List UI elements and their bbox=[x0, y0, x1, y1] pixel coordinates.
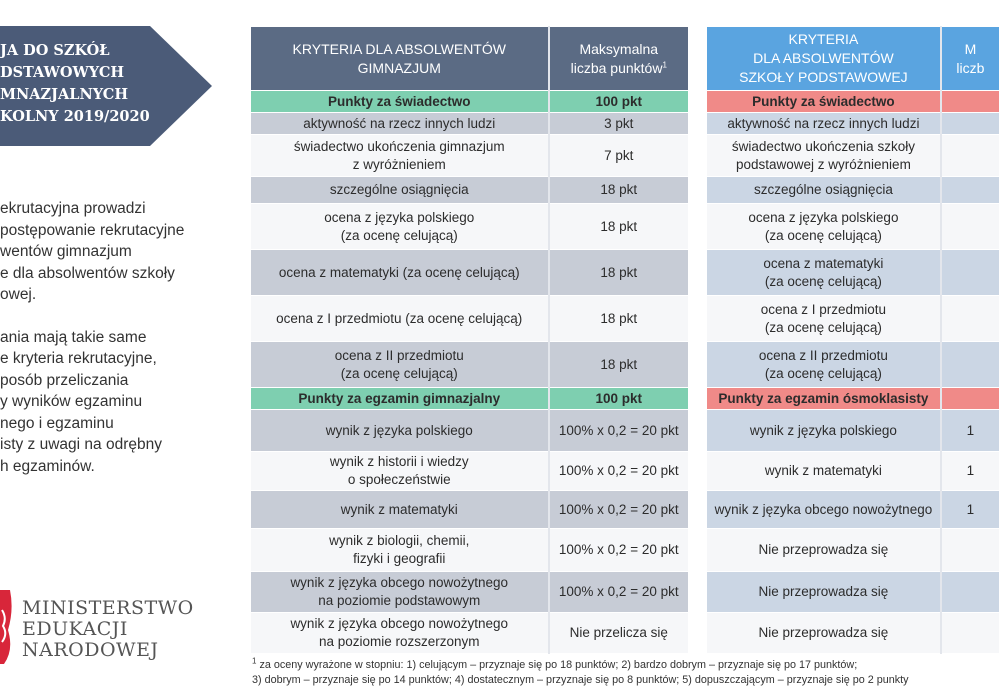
criterion-line: na poziomie podstawowym bbox=[318, 593, 481, 608]
criterion-line: Punkty za egzamin gimnazjalny bbox=[298, 390, 501, 406]
criterion-line: ocena z języka polskiego bbox=[324, 209, 475, 225]
header-line: Maksymalna bbox=[579, 40, 659, 57]
table-row bbox=[251, 177, 689, 204]
points-cell: Nie przelicza się bbox=[549, 613, 689, 654]
table-row bbox=[707, 613, 1000, 654]
criterion-line: na poziomie rozszerzonym bbox=[318, 634, 480, 649]
ministry-logo bbox=[0, 588, 200, 668]
header-line: liczb bbox=[956, 59, 985, 76]
text-line: owej. bbox=[0, 286, 37, 303]
table-row bbox=[251, 135, 689, 177]
footnote-line-1 bbox=[252, 658, 1000, 673]
header-criteria bbox=[251, 27, 549, 91]
points-cell: 1 bbox=[941, 452, 1000, 491]
header-criteria bbox=[707, 27, 941, 91]
table-row bbox=[707, 296, 1000, 342]
points-cell: 18 pkt bbox=[549, 296, 689, 342]
header-line: GIMNAZJUM bbox=[357, 59, 441, 76]
criterion-line: wynik z języka obcego nowożytnego bbox=[714, 501, 933, 517]
points-cell bbox=[941, 529, 1000, 572]
criterion-line: Punkty za świadectwo bbox=[327, 93, 471, 109]
points-cell bbox=[941, 342, 1000, 388]
table-row bbox=[707, 113, 1000, 135]
criterion-cell bbox=[251, 204, 549, 250]
criterion-line: wynik z historii i wiedzy bbox=[329, 454, 469, 469]
points-cell bbox=[941, 613, 1000, 654]
banner-line: MNAZJALNYCH bbox=[0, 86, 129, 103]
text-line: wentów gimnazjum bbox=[0, 243, 132, 260]
header-line-with-marker bbox=[554, 59, 685, 78]
points-cell bbox=[941, 177, 1000, 204]
ministry-name bbox=[22, 598, 194, 661]
criterion-line: ocena z II przedmiotu bbox=[758, 347, 888, 363]
text-line: e dla absolwentów szkoły bbox=[0, 264, 175, 282]
criterion-cell bbox=[707, 388, 941, 410]
criterion-cell bbox=[251, 342, 549, 388]
criterion-cell bbox=[251, 135, 549, 177]
criterion-line: ocena z I przedmiotu (za ocenę celującą) bbox=[276, 310, 523, 326]
table-row bbox=[707, 491, 1000, 529]
criterion-cell bbox=[251, 388, 549, 410]
table-row bbox=[251, 250, 689, 296]
criterion-line: aktywność na rzecz innych ludzi bbox=[727, 115, 920, 131]
intro-paragraph-1 bbox=[0, 198, 225, 306]
logo-line: MINISTERSTWO bbox=[22, 597, 194, 619]
criterion-cell bbox=[707, 452, 941, 491]
criterion-line: Nie przeprowadza się bbox=[758, 542, 889, 557]
header-line: M bbox=[964, 40, 977, 57]
points-cell bbox=[941, 572, 1000, 613]
table-row bbox=[251, 529, 689, 572]
criterion-line: wynik z biologii, chemii, bbox=[329, 533, 470, 548]
criterion-line: wynik z matematyki bbox=[340, 501, 458, 517]
criterion-line: ocena z matematyki bbox=[763, 255, 884, 271]
logo-line: EDUKACJI bbox=[22, 618, 128, 640]
criterion-cell bbox=[707, 529, 941, 572]
points-cell: 18 pkt bbox=[549, 177, 689, 204]
criterion-cell bbox=[707, 342, 941, 388]
criterion-line: z wyróżnieniem bbox=[352, 156, 446, 172]
table-row bbox=[707, 572, 1000, 613]
criteria-table-gimnazjum bbox=[250, 26, 689, 654]
points-cell: 100% x 0,2 = 20 pkt bbox=[549, 410, 689, 452]
criterion-cell bbox=[251, 91, 549, 113]
points-cell bbox=[941, 135, 1000, 177]
table-row bbox=[707, 452, 1000, 491]
criterion-cell bbox=[707, 296, 941, 342]
table-row bbox=[251, 452, 689, 491]
criterion-cell bbox=[707, 91, 941, 113]
criterion-cell bbox=[251, 491, 549, 529]
table-row bbox=[251, 204, 689, 250]
criteria-table-podstawowa bbox=[706, 26, 1000, 654]
section-row bbox=[251, 91, 689, 113]
criterion-cell bbox=[707, 204, 941, 250]
table-row bbox=[707, 342, 1000, 388]
footnote bbox=[252, 658, 1000, 688]
banner-line: KOLNY 2019/2020 bbox=[0, 108, 150, 125]
logo-line: NARODOWEJ bbox=[22, 639, 159, 661]
table-row bbox=[707, 135, 1000, 177]
criterion-line: wynik z języka obcego nowożytnego bbox=[290, 616, 509, 631]
criterion-cell bbox=[251, 410, 549, 452]
section-row bbox=[251, 388, 689, 410]
section-row bbox=[707, 388, 1000, 410]
criterion-cell bbox=[707, 572, 941, 613]
table-row bbox=[251, 113, 689, 135]
criterion-line: ocena z II przedmiotu bbox=[334, 347, 464, 363]
table-row bbox=[707, 250, 1000, 296]
criterion-line: ocena z I przedmiotu bbox=[760, 301, 887, 317]
footnote-line-2: 3) dobrym – przyznaje się po 14 punktów; 4) dostatecznym – przyznaje się po 8 punktów; 5) dopuszczającym – przyznaje się po 2 punkty bbox=[252, 674, 909, 686]
points-cell: 1 bbox=[941, 410, 1000, 452]
points-cell bbox=[941, 296, 1000, 342]
points-cell: 100% x 0,2 = 20 pkt bbox=[549, 491, 689, 529]
criterion-line: fizyki i geografii bbox=[353, 551, 446, 566]
criterion-cell bbox=[251, 613, 549, 654]
points-cell: 18 pkt bbox=[549, 204, 689, 250]
criterion-line: szczególne osiągnięcia bbox=[329, 182, 469, 197]
table-row bbox=[251, 613, 689, 654]
table-header-row bbox=[251, 27, 689, 91]
banner-title bbox=[0, 40, 175, 128]
criterion-cell bbox=[251, 177, 549, 204]
text-line: nego i egzaminu bbox=[0, 414, 114, 432]
points-cell bbox=[941, 113, 1000, 135]
header-line: SZKOŁY PODSTAWOWEJ bbox=[739, 69, 908, 85]
points-cell: 100% x 0,2 = 20 pkt bbox=[549, 529, 689, 572]
criterion-line: Nie przeprowadza się bbox=[758, 584, 889, 599]
table-row bbox=[251, 491, 689, 529]
table-row bbox=[707, 177, 1000, 204]
points-cell bbox=[941, 204, 1000, 250]
criterion-cell bbox=[707, 135, 941, 177]
criterion-line: aktywność na rzecz innych ludzi bbox=[303, 115, 496, 131]
points-cell: 100% x 0,2 = 20 pkt bbox=[549, 452, 689, 491]
text-line: isty z uwagi na odrębny bbox=[0, 436, 162, 453]
criterion-line: Punkty za egzamin ósmoklasisty bbox=[718, 390, 929, 406]
criterion-cell bbox=[251, 296, 549, 342]
criterion-line: (za ocenę celującą) bbox=[764, 365, 882, 381]
eagle-emblem-icon bbox=[0, 590, 18, 664]
text-line: h egzaminów. bbox=[0, 457, 95, 475]
criterion-line: szczególne osiągnięcia bbox=[753, 182, 893, 197]
points-cell: 7 pkt bbox=[549, 135, 689, 177]
table-row bbox=[707, 410, 1000, 452]
criterion-cell bbox=[707, 491, 941, 529]
header-max-points bbox=[549, 27, 689, 91]
header-line: KRYTERIA DLA ABSOLWENTÓW bbox=[292, 40, 506, 57]
points-cell: 100 pkt bbox=[549, 91, 689, 113]
header-line: KRYTERIA bbox=[788, 31, 859, 47]
criterion-line: wynik z matematyki bbox=[764, 463, 882, 478]
criterion-cell bbox=[251, 250, 549, 296]
points-cell: 1 bbox=[941, 491, 1000, 529]
criterion-line: (za ocenę celującą) bbox=[340, 365, 458, 381]
points-cell: 18 pkt bbox=[549, 342, 689, 388]
footnote-marker: 1 bbox=[662, 59, 667, 69]
criterion-cell bbox=[251, 113, 549, 135]
banner-line: DSTAWOWYCH bbox=[0, 64, 125, 81]
criterion-line: wynik z języka polskiego bbox=[749, 422, 897, 438]
table-row bbox=[251, 342, 689, 388]
intro-text bbox=[0, 198, 225, 498]
criterion-line: (za ocenę celującą) bbox=[340, 227, 458, 243]
points-cell bbox=[941, 388, 1000, 410]
footnote-text: za oceny wyrażone w stopniu: 1) celującym – przyznaje się po 18 punktów; 2) bardzo dobrym – przyznaje się po 17 punktów; bbox=[259, 659, 858, 671]
intro-paragraph-2 bbox=[0, 327, 225, 478]
criterion-cell bbox=[707, 410, 941, 452]
title-banner bbox=[0, 26, 212, 146]
points-cell: 100% x 0,2 = 20 pkt bbox=[549, 572, 689, 613]
table-header-row bbox=[707, 27, 1000, 91]
criterion-cell bbox=[707, 177, 941, 204]
criterion-line: ocena z języka polskiego bbox=[748, 209, 899, 225]
criterion-line: (za ocenę celującą) bbox=[764, 319, 882, 335]
text-line: ekrutacyjna prowadzi bbox=[0, 200, 146, 217]
table-row bbox=[251, 572, 689, 613]
table-row bbox=[707, 204, 1000, 250]
banner-line: JA DO SZKÓŁ bbox=[0, 42, 110, 59]
table-row bbox=[251, 410, 689, 452]
criterion-line: (za ocenę celującą) bbox=[764, 227, 882, 243]
text-line: ania mają takie same bbox=[0, 328, 147, 346]
text-line: e kryteria rekrutacyjne, bbox=[0, 350, 157, 367]
points-cell: 3 pkt bbox=[549, 113, 689, 135]
criterion-line: ocena z matematyki (za ocenę celującą) bbox=[278, 264, 520, 280]
points-cell bbox=[941, 250, 1000, 296]
criterion-cell bbox=[707, 613, 941, 654]
text-line: posób przeliczania bbox=[0, 371, 129, 389]
criterion-cell bbox=[251, 529, 549, 572]
points-cell: 18 pkt bbox=[549, 250, 689, 296]
text-line: postępowanie rekrutacyjne bbox=[0, 221, 185, 239]
criterion-line: Nie przeprowadza się bbox=[758, 625, 889, 640]
criterion-line: o społeczeństwie bbox=[347, 472, 451, 487]
criterion-cell bbox=[707, 113, 941, 135]
criterion-cell bbox=[251, 572, 549, 613]
criterion-line: podstawowej z wyróżnieniem bbox=[735, 156, 911, 172]
points-cell bbox=[941, 91, 1000, 113]
criterion-line: świadectwo ukończenia szkoły bbox=[731, 138, 915, 154]
header-max-points bbox=[941, 27, 1000, 91]
criterion-line: (za ocenę celującą) bbox=[764, 273, 882, 289]
criterion-line: wynik z języka polskiego bbox=[325, 422, 473, 438]
table-row bbox=[707, 529, 1000, 572]
table-row bbox=[251, 296, 689, 342]
footnote-marker: 1 bbox=[252, 656, 257, 666]
points-cell: 100 pkt bbox=[549, 388, 689, 410]
text-line: y wyników egzaminu bbox=[0, 393, 143, 410]
section-row bbox=[707, 91, 1000, 113]
criterion-cell bbox=[707, 250, 941, 296]
criterion-line: wynik z języka obcego nowożytnego bbox=[290, 575, 509, 590]
criterion-cell bbox=[251, 452, 549, 491]
criterion-line: Punkty za świadectwo bbox=[752, 93, 895, 109]
header-line: DLA ABSOLWENTÓW bbox=[753, 50, 894, 66]
header-line: liczba punktów bbox=[570, 59, 663, 76]
criterion-line: świadectwo ukończenia gimnazjum bbox=[293, 138, 505, 154]
